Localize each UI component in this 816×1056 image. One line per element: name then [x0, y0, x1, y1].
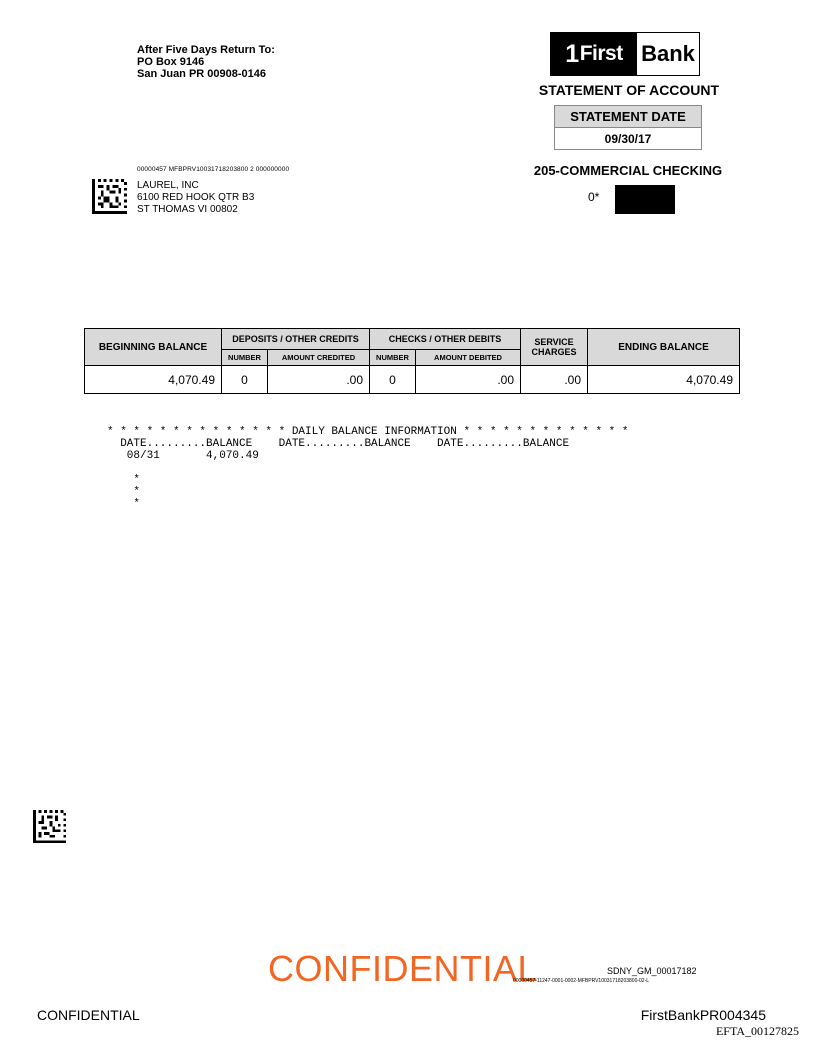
service-charges-value: .00	[521, 366, 588, 394]
statement-date-box	[554, 105, 702, 150]
return-address-line2: PO Box 9146	[137, 56, 205, 68]
header-checks-number: NUMBER	[370, 349, 416, 365]
logo-first-block	[551, 33, 637, 75]
daily-balance-row: 08/31 4,070.49	[107, 450, 259, 462]
header-ending-balance: ENDING BALANCE	[588, 329, 740, 366]
header-deposits-number: NUMBER	[222, 349, 268, 365]
customer-street: 6100 RED HOOK QTR B3	[137, 192, 255, 203]
ending-balance-value: 4,070.49	[588, 366, 740, 394]
return-address-line3: San Juan PR 00908-0146	[137, 68, 267, 80]
statement-title: STATEMENT OF ACCOUNT	[538, 82, 720, 98]
redaction-box	[615, 185, 675, 214]
beginning-balance-value: 4,070.49	[85, 366, 222, 394]
logo-one: 1	[565, 39, 579, 68]
reference-line: 00000457 MFBPRV10031718203800 2 000000000	[137, 166, 290, 173]
statement-date-value: 09/30/17	[604, 132, 652, 146]
efta-number: EFTA_00127825	[715, 1024, 799, 1038]
statement-date-label: STATEMENT DATE	[555, 106, 701, 128]
daily-balance-header: DATE.........BALANCE DATE.........BALANCE DATE.........BALANCE	[107, 438, 570, 450]
account-number-prefix: 0*	[588, 190, 600, 204]
daily-balance-star: *	[107, 486, 141, 498]
confidential-stamp: CONFIDENTIAL	[268, 948, 539, 989]
customer-address	[137, 180, 254, 216]
amount-credited-value: .00	[268, 366, 370, 394]
return-address	[137, 44, 275, 80]
header-checks: CHECKS / OTHER DEBITS	[370, 329, 521, 350]
qr-code-icon	[33, 810, 66, 843]
return-address-line1: After Five Days Return To:	[137, 44, 275, 56]
logo-first: First	[579, 42, 623, 65]
header-amount-debited: AMOUNT DEBITED	[416, 349, 521, 365]
header-amount-credited: AMOUNT CREDITED	[268, 349, 370, 365]
customer-city: ST THOMAS VI 00802	[137, 204, 238, 215]
daily-balance-section	[107, 426, 629, 510]
header-beginning-balance: BEGINNING BALANCE	[85, 329, 222, 366]
account-summary-table	[84, 328, 740, 394]
checks-number-value: 0	[370, 366, 416, 394]
customer-name: LAUREL, INC	[137, 180, 199, 191]
header-deposits: DEPOSITS / OTHER CREDITS	[222, 329, 370, 350]
header-service-charges: SERVICE CHARGES	[521, 329, 588, 366]
confidential-label: CONFIDENTIAL	[37, 1007, 140, 1023]
amount-debited-value: .00	[416, 366, 521, 394]
logo-bank: Bank	[641, 41, 695, 66]
daily-balance-star: *	[107, 474, 141, 486]
daily-balance-star: *	[107, 498, 141, 510]
qr-code-icon	[92, 179, 127, 214]
daily-balance-title: * * * * * * * * * * * * * * DAILY BALANCE INFORMATION * * * * * * * * * * * * *	[107, 426, 629, 438]
tiny-reference: 00000457-11247-0001-0002-MFBPRV10031718203800-02-L	[513, 978, 650, 984]
bank-logo	[550, 32, 700, 76]
bates-number: FirstBankPR004345	[640, 1007, 766, 1023]
account-type: 205-COMMERCIAL CHECKING	[533, 163, 723, 178]
deposits-number-value: 0	[222, 366, 268, 394]
sdny-number: SDNY_GM_00017182	[607, 966, 697, 976]
